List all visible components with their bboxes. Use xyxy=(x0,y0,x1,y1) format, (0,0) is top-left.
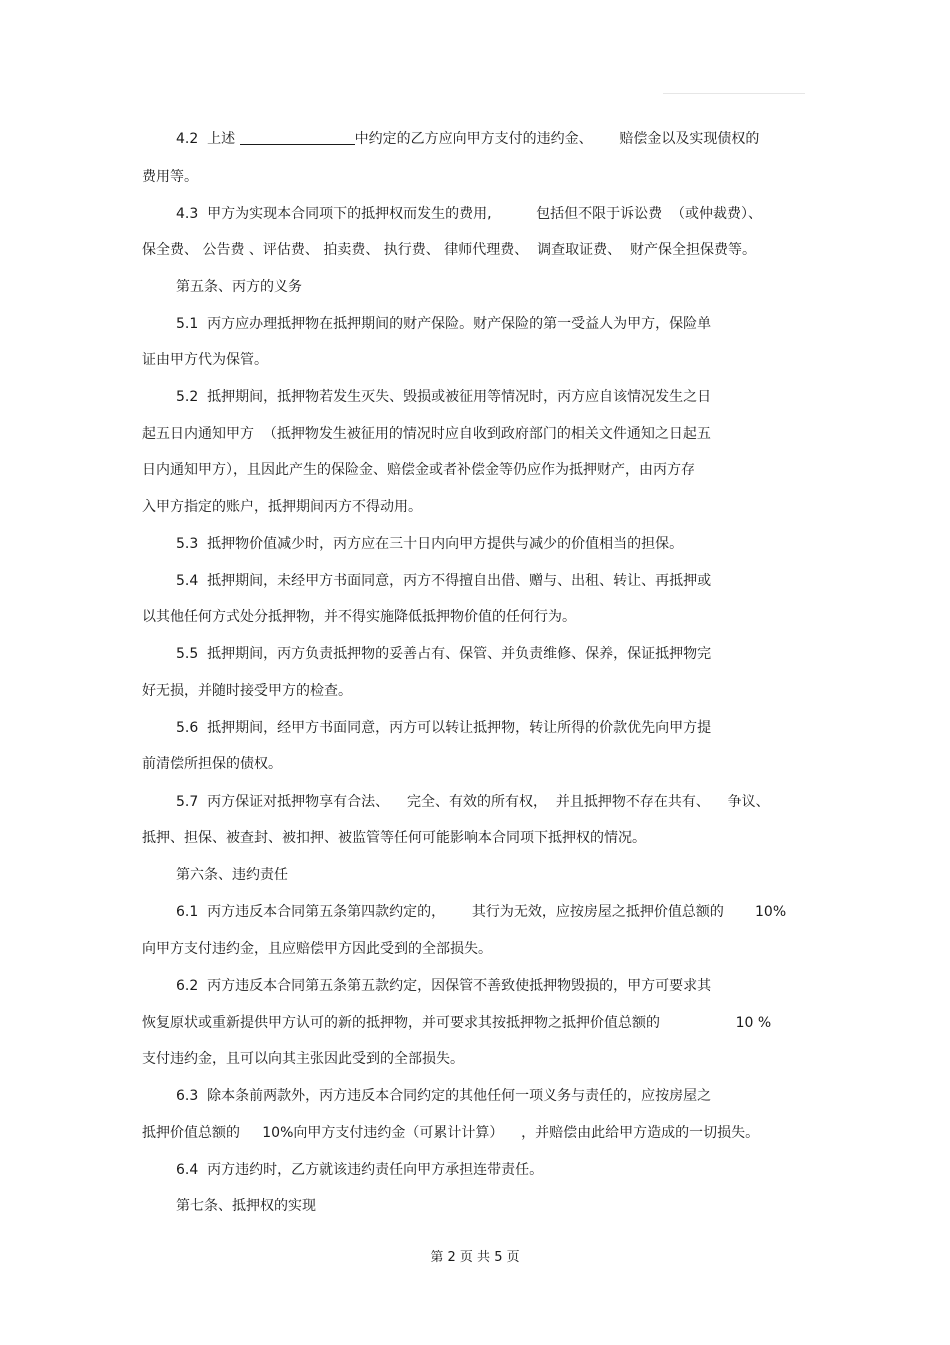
text-line: 费用等。 xyxy=(142,169,198,185)
header-rule xyxy=(663,93,805,94)
section-heading: 第六条、违约责任 xyxy=(176,867,288,883)
text-line: 6.2 丙方违反本合同第五条第五款约定，因保管不善致使抵押物毁损的，甲方可要求其 xyxy=(176,978,712,994)
text-line: 支付违约金，且可以向其主张因此受到的全部损失。 xyxy=(142,1051,464,1067)
text-line: 4.3 甲方为实现本合同项下的抵押权而发生的费用, 包括但不限于诉讼费 （或仲裁费）、 xyxy=(176,206,763,222)
text-line: 证由甲方代为保管。 xyxy=(142,352,268,368)
fill-in-blank xyxy=(240,130,355,145)
text-line: 保全费、 公告费 、评估费、 拍卖费、 执行费、 律师代理费、 调查取证费、 财产保全担保费等。 xyxy=(142,242,757,258)
text-line: 5.5 抵押期间，丙方负责抵押物的妥善占有、保管、并负责维修、保养，保证抵押物完 xyxy=(176,646,712,662)
section-heading: 第五条、丙方的义务 xyxy=(176,279,302,295)
text-line: 6.1 丙方违反本合同第五条第四款约定的， 其行为无效，应按房屋之抵押价值总额的 10% xyxy=(176,904,787,920)
text-line: 抵押、担保、被查封、被扣押、被监管等任何可能影响本合同项下抵押权的情况。 xyxy=(142,830,646,846)
text-line: 入甲方指定的账户，抵押期间丙方不得动用。 xyxy=(142,499,422,515)
section-heading: 第七条、抵押权的实现 xyxy=(176,1198,316,1214)
text-line: 向甲方支付违约金，且应赔偿甲方因此受到的全部损失。 xyxy=(142,941,492,957)
text-line: 起五日内通知甲方 （抵押物发生被征用的情况时应自收到政府部门的相关文件通知之日起五 xyxy=(142,426,711,442)
text-segment: 中约定的乙方应向甲方支付的违约金、 赔偿金以及实现债权的 xyxy=(354,131,760,147)
text-line: 日内通知甲方），且因此产生的保险金、赔偿金或者补偿金等仍应作为抵押财产，由丙方存 xyxy=(142,462,695,478)
text-line: 前清偿所担保的债权。 xyxy=(142,756,282,772)
text-line: 5.1 丙方应办理抵押物在抵押期间的财产保险。财产保险的第一受益人为甲方，保险单 xyxy=(176,316,712,332)
text-line: 5.2 抵押期间，抵押物若发生灭失、毁损或被征用等情况时，丙方应自该情况发生之日 xyxy=(176,389,712,405)
text-line: 以其他任何方式处分抵押物，并不得实施降低抵押物价值的任何行为。 xyxy=(142,609,576,625)
text-line: 5.7 丙方保证对抵押物享有合法、 完全、有效的所有权， 并且抵押物不存在共有、 争议、 xyxy=(176,794,770,810)
text-line: 5.4 抵押期间，未经甲方书面同意，丙方不得擅自出借、赠与、出租、转让、再抵押或 xyxy=(176,573,712,589)
text-line: 5.3 抵押物价值减少时，丙方应在三十日内向甲方提供与减少的价值相当的担保。 xyxy=(176,536,684,552)
text-line: 恢复原状或重新提供甲方认可的新的抵押物，并可要求其按抵押物之抵押价值总额的 10 % xyxy=(142,1015,772,1031)
page-number-footer: 第 2 页 共 5 页 xyxy=(430,1250,520,1265)
text-segment: 4.2 上述 xyxy=(176,131,240,147)
text-line-4-2 xyxy=(176,130,759,148)
text-line: 5.6 抵押期间，经甲方书面同意，丙方可以转让抵押物，转让所得的价款优先向甲方提 xyxy=(176,720,712,736)
text-line: 抵押价值总额的 10%向甲方支付违约金（可累计计算） ，并赔偿由此给甲方造成的一切损失。 xyxy=(142,1125,760,1141)
text-line: 好无损，并随时接受甲方的检查。 xyxy=(142,683,352,699)
text-line: 6.3 除本条前两款外，丙方违反本合同约定的其他任何一项义务与责任的，应按房屋之 xyxy=(176,1088,712,1104)
text-line: 6.4 丙方违约时，乙方就该违约责任向甲方承担连带责任。 xyxy=(176,1162,544,1178)
